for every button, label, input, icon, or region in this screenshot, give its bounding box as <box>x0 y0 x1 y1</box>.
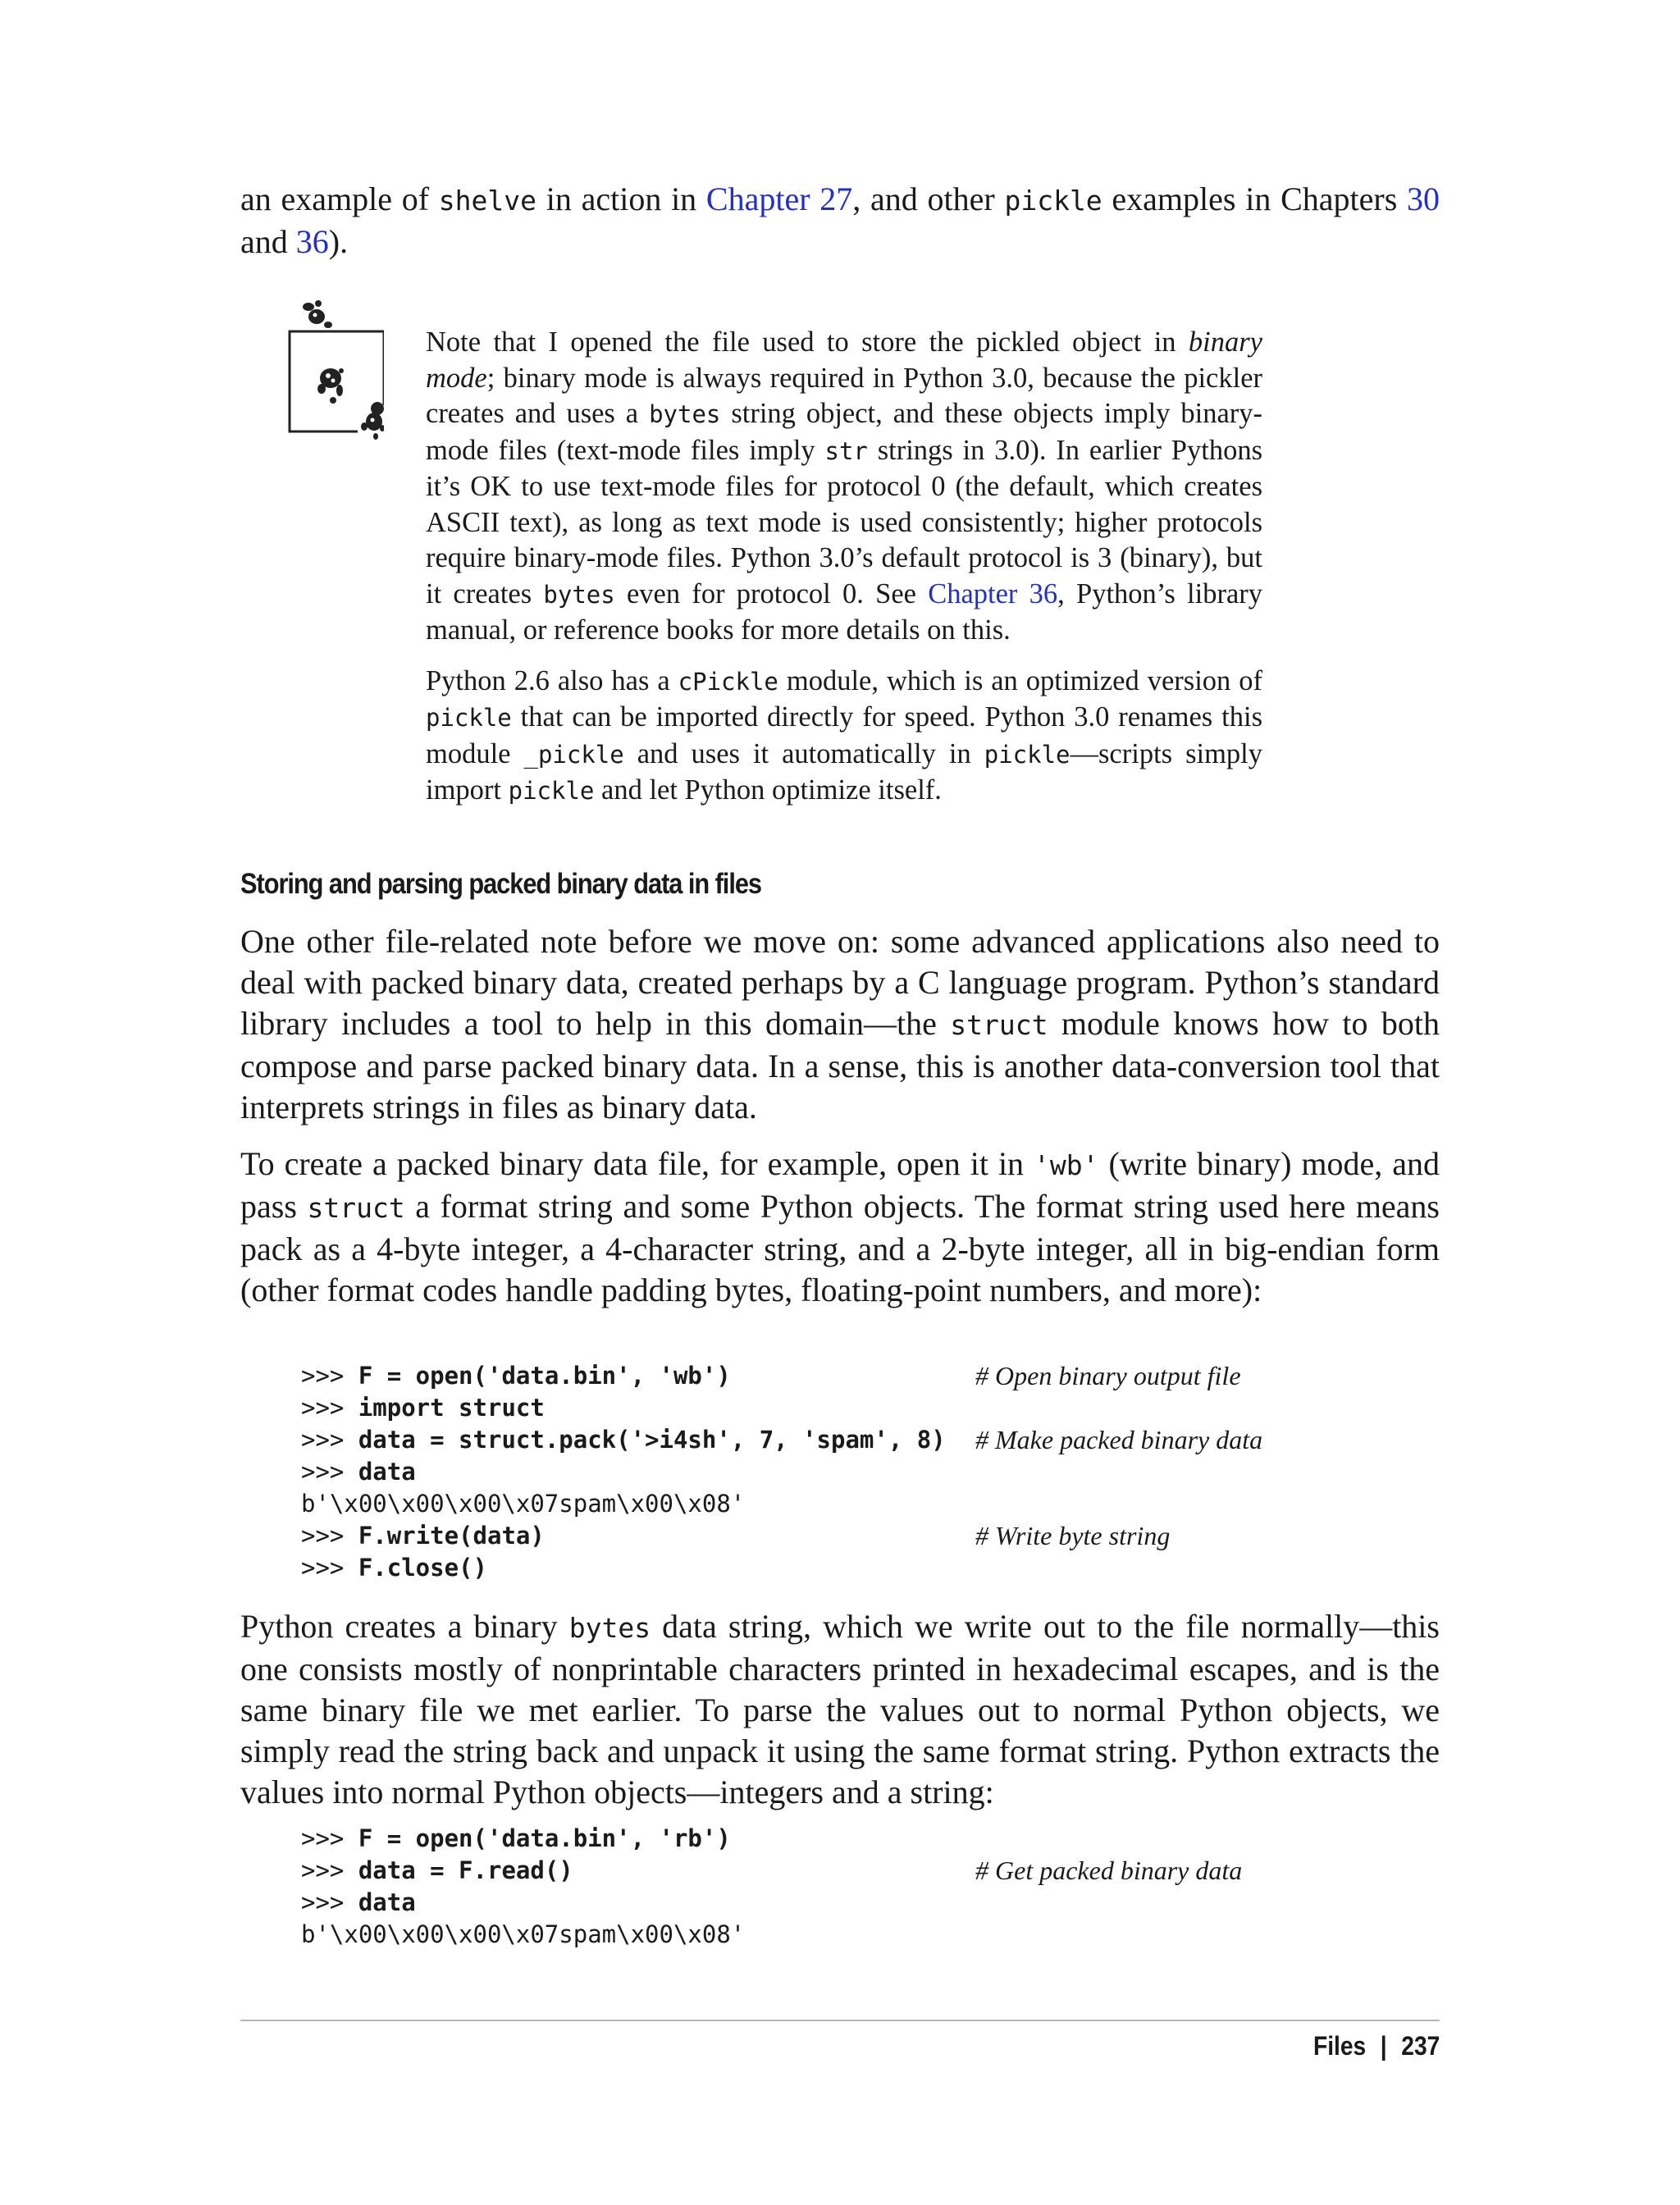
code-line: >>> F.close() <box>301 1554 487 1582</box>
body-paragraph: Python creates a binary bytes data string, which we write out to the file normally—this one consists mostly of nonprintable characters printed in hexadecimal escapes, and is the same binary file we met earlier. To parse the values out to normal Python objects, we simply read the string back and unpack it using the same format string. Python extracts the values into normal Python objects—integers and a string: <box>240 1608 1440 1810</box>
tip-note <box>426 325 1262 810</box>
chapter-27-link[interactable]: Chapter 27 <box>705 180 853 217</box>
code-comment: # Open binary output file <box>975 1361 1241 1390</box>
code-comment: # Make packed binary data <box>975 1425 1263 1454</box>
page-footer <box>1313 2031 1440 2061</box>
book-page <box>240 0 1440 2205</box>
code-line: >>> data = struct.pack('>i4sh', 7, 'spam', 8) # Make packed binary data <box>301 1425 1263 1454</box>
code-line: >>> import struct <box>301 1394 545 1422</box>
code-output-line: b'\x00\x00\x00\x07spam\x00\x08' <box>301 1490 746 1518</box>
code-comment: # Write byte string <box>975 1521 1171 1550</box>
body-paragraph: To create a packed binary data file, for example, open it in 'wb' (write binary) mode, and pass struct a format string and some Python objects. The format string used here means pack as a 4-byte integer, a 4-character string, and a 2-byte integer, all in big-endian form (other format codes handle padding bytes, floating-point numbers, and more): <box>240 1145 1440 1308</box>
code-line: >>> data <box>301 1458 416 1486</box>
intro-paragraph: an example of shelve in action in Chapter 27, and other pickle examples in Chapters 30 and 36). <box>240 180 1440 260</box>
chapter-36-note-link[interactable]: Chapter 36 <box>928 578 1058 609</box>
code-block-read <box>301 1823 1440 1951</box>
body-paragraph: One other file-related note before we move on: some advanced applications also need to deal with packed binary data, created perhaps by a C language program. Python’s standard library includes a tool to help in this domain—the struct module knows how to both compose and parse packed binary data. In a sense, this is another data-conversion tool that interprets strings in files as binary data. <box>240 923 1440 1125</box>
code-line: >>> F = open('data.bin', 'rb') <box>301 1824 731 1852</box>
chapter-30-link[interactable]: 30 <box>1407 180 1440 217</box>
tip-icon <box>285 300 384 444</box>
code-comment: # Get packed binary data <box>975 1856 1243 1885</box>
chapter-36-link[interactable]: 36 <box>295 223 329 260</box>
code-line: >>> data = F.read() # Get packed binary data <box>301 1856 1243 1885</box>
code-output-line: b'\x00\x00\x00\x07spam\x00\x08' <box>301 1920 746 1948</box>
code-block-write <box>301 1360 1440 1584</box>
code-line: >>> F.write(data) # Write byte string <box>301 1521 1171 1550</box>
section-heading: Storing and parsing packed binary data in files <box>240 868 761 900</box>
footer-separator: | <box>1380 2031 1387 2061</box>
footer-rule <box>240 2020 1440 2021</box>
note-paragraph: Note that I opened the file used to store the pickled object in binary mode; binary mode is always required in Python 3.0, because the pickler creates and uses a bytes string object, and these objects imply binary-mode files (text-mode files imply str strings in 3.0). In earlier Pythons it’s OK to use text-mode files for protocol 0 (the default, which creates ASCII text), as long as text mode is used consistently; higher protocols require binary-mode files. Python 3.0’s default protocol is 3 (binary), but it creates bytes even for protocol 0. See Chapter 36, Python’s library manual, or reference books for more details on this. <box>426 326 1263 646</box>
note-paragraph: Python 2.6 also has a cPickle module, which is an optimized version of pickle that can be imported directly for speed. Python 3.0 renames this module _pickle and uses it automatically in pickle—scripts simply import pickle and let Python optimize itself. <box>426 664 1263 806</box>
page-number: 237 <box>1401 2031 1440 2061</box>
code-line: >>> F = open('data.bin', 'wb') # Open binary output file <box>301 1361 1241 1390</box>
footer-section: Files <box>1312 2031 1366 2061</box>
code-line: >>> data <box>301 1888 416 1916</box>
